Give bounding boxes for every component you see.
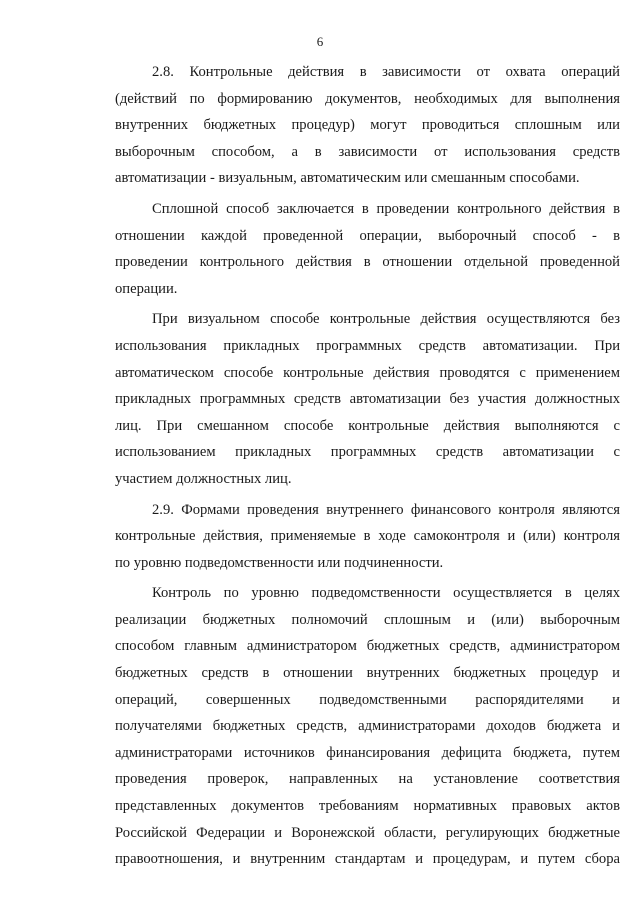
text-line: операции. xyxy=(115,280,178,297)
text-line: Российской Федерации и Воронежской области, регулирующих бюджетные xyxy=(115,824,620,841)
text-line: способом главным администратором бюджетных средств, администратором xyxy=(115,638,620,655)
text-line: (действий по формированию документов, необходимых для выполнения xyxy=(115,90,620,107)
text-line: 2.8. Контрольные действия в зависимости от охвата операций xyxy=(152,64,620,80)
paragraph-2-8 xyxy=(115,59,620,192)
text-line: правоотношения, и внутренним стандартам и процедурам, и путем сбора xyxy=(115,851,620,868)
text-line: использования прикладных программных средств автоматизации. При xyxy=(115,337,620,354)
document-body xyxy=(115,59,620,873)
paragraph-continuous-method xyxy=(115,196,620,302)
text-line: Контроль по уровню подведомственности осуществляется в целях xyxy=(152,585,620,602)
text-line: выборочным способом, а в зависимости от использования средств xyxy=(115,143,620,160)
text-line: лиц. При смешанном способе контрольные действия выполняются с xyxy=(115,417,620,434)
text-line: получателями бюджетных средств, администраторами доходов бюджета и xyxy=(115,718,620,735)
paragraph-subordination-control xyxy=(115,580,620,873)
text-line: прикладных программных средств автоматизации без участия должностных xyxy=(115,391,620,408)
text-line: реализации бюджетных полномочий сплошным и (или) выборочным xyxy=(115,611,620,628)
text-line: по уровню подведомственности или подчиненности. xyxy=(115,554,444,571)
text-line: представленных документов требованиям нормативных правовых актов xyxy=(115,798,620,815)
text-line: контрольные действия, применяемые в ходе самоконтроля и (или) контроля xyxy=(115,528,620,545)
page-number: 6 xyxy=(316,34,324,49)
paragraph-2-9 xyxy=(115,497,620,577)
text-line: отношении каждой проведенной операции, выборочный способ - в xyxy=(115,227,620,244)
text-line: использованием прикладных программных средств автоматизации с xyxy=(115,444,620,461)
text-line: участием должностных лиц. xyxy=(115,470,292,487)
text-line: автоматизации - визуальным, автоматическим или смешанным способами. xyxy=(115,170,580,187)
text-line: внутренних бюджетных процедур) могут проводиться сплошным или xyxy=(115,117,620,134)
text-line: автоматическом способе контрольные действия проводятся с применением xyxy=(115,364,620,381)
text-line: бюджетных средств в отношении внутренних бюджетных процедур и xyxy=(115,665,620,682)
text-line: проведении контрольного действия в отношении отдельной проведенной xyxy=(115,254,620,271)
text-line: Сплошной способ заключается в проведении контрольного действия в xyxy=(152,200,620,217)
text-line: администраторами источников финансирования дефицита бюджета, путем xyxy=(115,744,620,761)
text-line: проведения проверок, направленных на установление соответствия xyxy=(115,771,620,788)
text-line: При визуальном способе контрольные действия осуществляются без xyxy=(152,311,620,328)
text-line: 2.9. Формами проведения внутреннего финансового контроля являются xyxy=(152,501,620,518)
text-line: операций, совершенных подведомственными распорядителями и xyxy=(115,691,620,708)
paragraph-visual-method xyxy=(115,306,620,492)
